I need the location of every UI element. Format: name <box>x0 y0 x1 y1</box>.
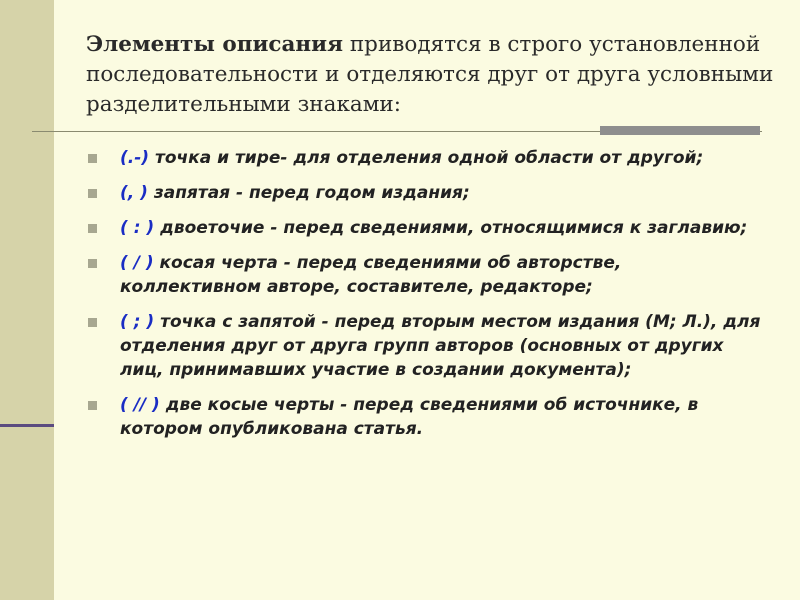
list-item <box>88 393 768 441</box>
side-band <box>0 0 54 600</box>
square-bullet-icon <box>88 224 97 233</box>
list-item <box>88 181 768 205</box>
slide-title <box>86 30 776 120</box>
separator-symbol: ( : ) <box>120 218 155 238</box>
separator-symbol: ( // ) <box>120 395 160 415</box>
separator-symbol: ( / ) <box>120 253 154 273</box>
square-bullet-icon <box>88 189 97 198</box>
separator-symbol: (.-) <box>120 148 150 168</box>
title-rest: приводятся в строго установленной последовательности и отделяются друг от друга условными разделительными знаками: <box>86 32 774 117</box>
separator-description: двоеточие - перед сведениями, относящимися к заглавию; <box>154 218 748 238</box>
separator-description: запятая - перед годом издания; <box>147 183 470 203</box>
separator-description: точка с запятой - перед вторым местом издания (М; Л.), для отделения друг от друга групп авторов (основных от других лиц, принимавших участие в создании документа); <box>120 312 761 380</box>
divider-accent-bar <box>600 126 760 135</box>
square-bullet-icon <box>88 154 97 163</box>
separator-symbol: (, ) <box>120 183 148 203</box>
side-accent-line <box>0 424 54 427</box>
list-item <box>88 310 768 382</box>
separator-description: точка и тире- для отделения одной области от другой; <box>149 148 704 168</box>
separator-list <box>88 146 768 452</box>
separator-description: косая черта - перед сведениями об авторстве, коллективном авторе, составителе, редакторе; <box>120 253 622 297</box>
list-item <box>88 251 768 299</box>
square-bullet-icon <box>88 401 97 410</box>
separator-description: две косые черты - перед сведениями об источнике, в котором опубликована статья. <box>120 395 699 439</box>
square-bullet-icon <box>88 318 97 327</box>
list-item <box>88 146 768 170</box>
square-bullet-icon <box>88 259 97 268</box>
title-lead: Элементы описания <box>86 32 344 57</box>
separator-symbol: ( ; ) <box>120 312 155 332</box>
list-item <box>88 216 768 240</box>
